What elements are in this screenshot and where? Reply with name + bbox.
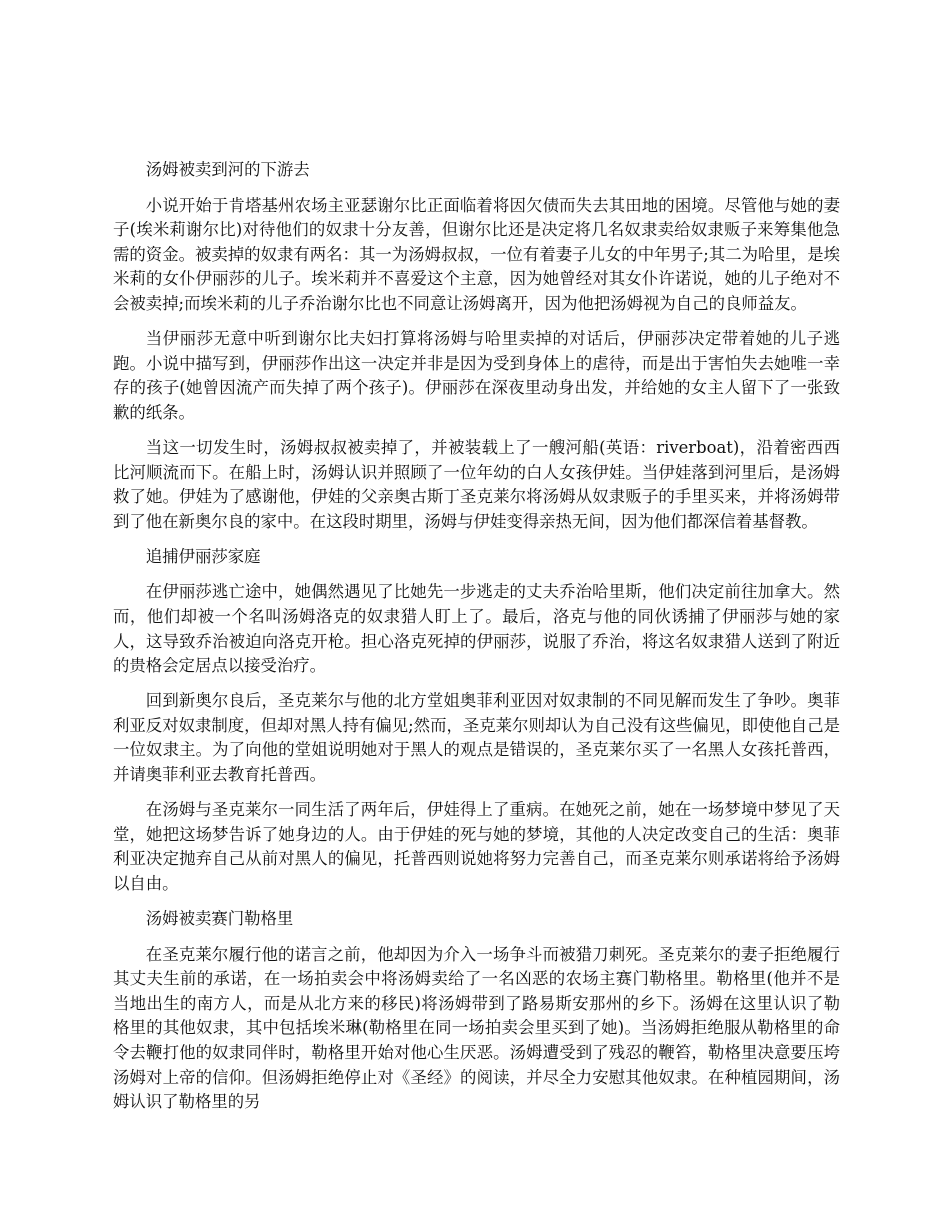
document-page: [113, 158, 840, 1125]
paragraph: 回到新奥尔良后，圣克莱尔与他的北方堂姐奥菲利亚因对奴隶制的不同见解而发生了争吵。奥菲利亚反对奴隶制度，但却对黑人持有偏见;然而，圣克莱尔则却认为自己没有这些偏见，即使他自己是一位奴隶主。为了向他的堂姐说明她对于黑人的观点是错误的，圣克莱尔买了一名黑人女孩托普西，并请奥菲利亚去教育托普西。: [113, 691, 840, 785]
paragraph: 小说开始于肯塔基州农场主亚瑟谢尔比正面临着将因欠债而失去其田地的困境。尽管他与她的妻子(埃米莉谢尔比)对待他们的奴隶十分友善，但谢尔比还是决定将几名奴隶卖给奴隶贩子来筹集他急需的资金。被卖掉的奴隶有两名：其一为汤姆叔叔，一位有着妻子儿女的中年男子;其二为哈里，是埃米莉的女仆伊丽莎的儿子。埃米莉并不喜爱这个主意，因为她曾经对其女仆许诺说，她的儿子绝对不会被卖掉;而埃米莉的儿子乔治谢尔比也不同意让汤姆离开，因为他把汤姆视为自己的良师益友。: [113, 195, 840, 313]
paragraph: 当这一切发生时，汤姆叔叔被卖掉了，并被装载上了一艘河船(英语：riverboat)，沿着密西西比河顺流而下。在船上时，汤姆认识并照顾了一位年幼的白人女孩伊娃。当伊娃落到河里后，是汤姆救了她。伊娃为了感谢他，伊娃的父亲奥古斯丁圣克莱尔将汤姆从奴隶贩子的手里买来，并将汤姆带到了他在新奥尔良的家中。在这段时期里，汤姆与伊娃变得亲热无间，因为他们都深信着基督教。: [113, 437, 840, 531]
section-heading: 追捕伊丽莎家庭: [145, 546, 261, 566]
section-heading: 汤姆被卖赛门勒格里: [145, 909, 294, 929]
paragraph: 在汤姆与圣克莱尔一同生活了两年后，伊娃得上了重病。在她死之前，她在一场梦境中梦见了天堂，她把这场梦告诉了她身边的人。由于伊娃的死与她的梦境，其他的人决定改变自己的生活：奥菲利亚决定抛弃自己从前对黑人的偏见，托普西则说她将努力完善自己，而圣克莱尔则承诺将给予汤姆以自由。: [113, 800, 840, 893]
paragraph: 当伊丽莎无意中听到谢尔比夫妇打算将汤姆与哈里卖掉的对话后，伊丽莎决定带着她的儿子逃跑。小说中描写到，伊丽莎作出这一决定并非是因为受到身体上的虐待，而是出于害怕失去她唯一幸存的孩子(她曾因流产而失掉了两个孩子)。伊丽莎在深夜里动身出发，并给她的女主人留下了一张致歉的纸条。: [113, 329, 840, 422]
paragraph: 在圣克莱尔履行他的诺言之前，他却因为介入一场争斗而被猎刀刺死。圣克莱尔的妻子拒绝履行其丈夫生前的承诺，在一场拍卖会中将汤姆卖给了一名凶恶的农场主赛门勒格里。勒格里(他并不是当地出生的南方人，而是从北方来的移民)将汤姆带到了路易斯安那州的乡下。汤姆在这里认识了勒格里的其他奴隶，其中包括埃米琳(勒格里在同一场拍卖会里买到了她)。当汤姆拒绝服从勒格里的命令去鞭打他的奴隶同伴时，勒格里开始对他心生厌恶。汤姆遭受到了残忍的鞭笞，勒格里决意要压垮汤姆对上帝的信仰。但汤姆拒绝停止对《圣经》的阅读，并尽全力安慰其他奴隶。在种植园期间，汤姆认识了勒格里的另: [113, 944, 840, 1112]
section-heading: 汤姆被卖到河的下游去: [145, 160, 310, 179]
paragraph: 在伊丽莎逃亡途中，她偶然遇见了比她先一步逃走的丈夫乔治哈里斯，他们决定前往加拿大。然而，他们却被一个名叫汤姆洛克的奴隶猎人盯上了。最后，洛克与他的同伙诱捕了伊丽莎与她的家人，这导致乔治被迫向洛克开枪。担心洛克死掉的伊丽莎，说服了乔治，将这名奴隶猎人送到了附近的贵格会定居点以接受治疗。: [113, 582, 840, 676]
